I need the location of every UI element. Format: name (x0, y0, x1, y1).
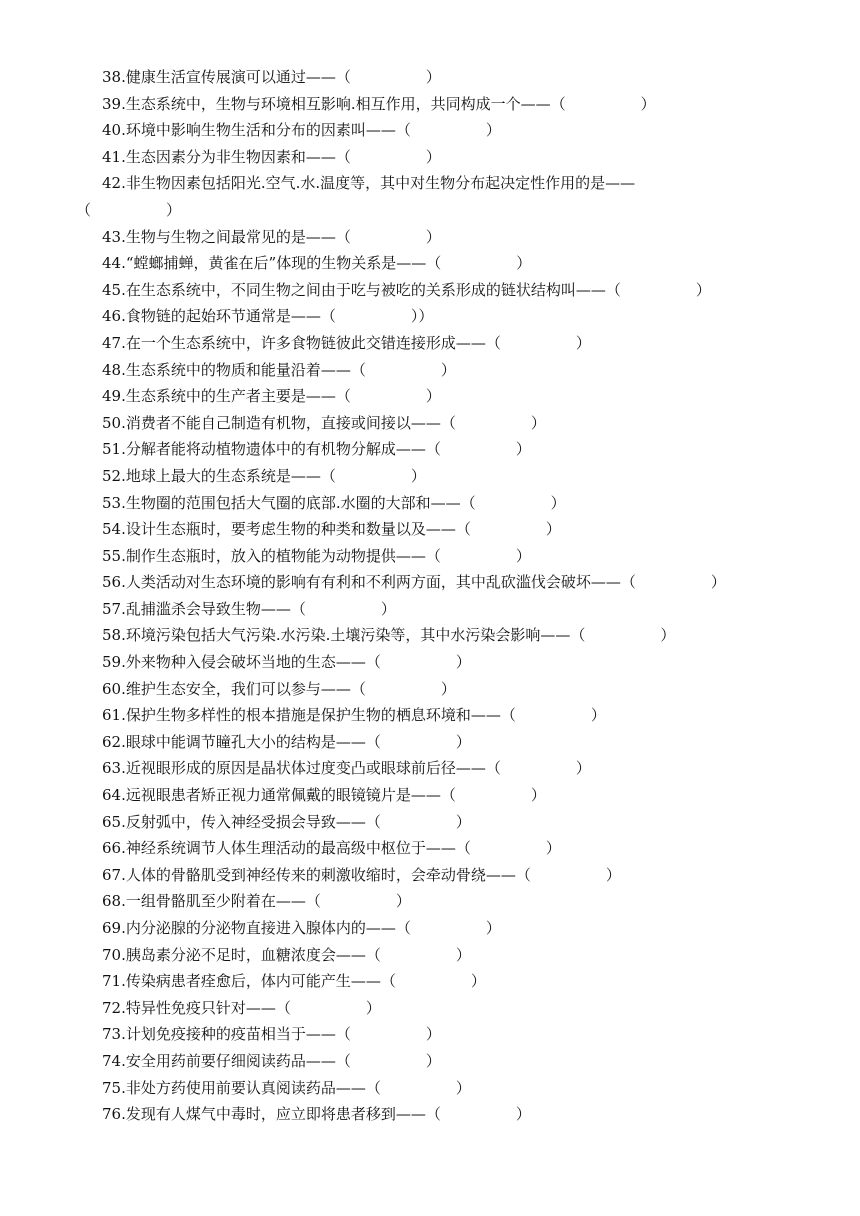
question-line: 57.乱捕滥杀会导致生物——（ ） (102, 599, 396, 618)
question-line: 60.维护生态安全，我们可以参与——（ ） (102, 679, 456, 698)
question-line: 59.外来物种入侵会破坏当地的生态——（ ） (102, 653, 471, 672)
question-line: 68.一组骨骼肌至少附着在——（ ） (102, 892, 411, 911)
question-line-continuation: （ ） (76, 200, 182, 219)
question-line: 66.神经系统调节人体生理活动的最高级中枢位于——（ ） (102, 839, 561, 858)
question-line: 56.人类活动对生态环境的影响有有利和不利两方面，其中乱砍滥伐会破坏——（ ） (102, 573, 726, 592)
question-line: 54.设计生态瓶时，要考虑生物的种类和数量以及——（ ） (102, 520, 561, 539)
question-line: 65.反射弧中，传入神经受损会导致——（ ） (102, 812, 471, 831)
question-line: 40.环境中影响生物生活和分布的因素叫——（ ） (102, 121, 501, 140)
question-line: 62.眼球中能调节瞳孔大小的结构是——（ ） (102, 732, 471, 751)
question-line: 71.传染病患者痊愈后，体内可能产生——（ ） (102, 972, 486, 991)
question-line: 44.“螳螂捕蝉，黄雀在后”体现的生物关系是——（ ） (102, 254, 532, 273)
question-line: 48.生态系统中的物质和能量沿着——（ ） (102, 360, 456, 379)
question-line: 67.人体的骨骼肌受到神经传来的刺激收缩时，会牵动骨绕——（ ） (102, 865, 621, 884)
question-line: 43.生物与生物之间最常见的是——（ ） (102, 227, 441, 246)
question-line: 63.近视眼形成的原因是晶状体过度变凸或眼球前后径——（ ） (102, 759, 591, 778)
question-line: 46.食物链的起始环节通常是——（ ）） (102, 307, 434, 326)
question-line: 42.非生物因素包括阳光.空气.水.温度等，其中对生物分布起决定性作用的是—— (102, 174, 636, 193)
question-line: 75.非处方药使用前要认真阅读药品——（ ） (102, 1078, 471, 1097)
question-line: 47.在一个生态系统中，许多食物链彼此交错连接形成——（ ） (102, 333, 591, 352)
question-line: 45.在生态系统中，不同生物之间由于吃与被吃的关系形成的链状结构叫——（ ） (102, 280, 711, 299)
question-line: 52.地球上最大的生态系统是——（ ） (102, 466, 426, 485)
question-line: 72.特异性免疫只针对——（ ） (102, 998, 381, 1017)
worksheet-page (0, 64, 860, 1128)
question-line: 64.远视眼患者矫正视力通常佩戴的眼镜镜片是——（ ） (102, 786, 546, 805)
question-line: 49.生态系统中的生产者主要是——（ ） (102, 387, 441, 406)
question-line: 50.消费者不能自己制造有机物，直接或间接以——（ ） (102, 413, 546, 432)
question-line: 70.胰岛素分泌不足时，血糖浓度会——（ ） (102, 945, 471, 964)
question-line: 74.安全用药前要仔细阅读药品——（ ） (102, 1051, 441, 1070)
question-line: 41.生态因素分为非生物因素和——（ ） (102, 147, 441, 166)
question-line: 39.生态系统中，生物与环境相互影响.相互作用，共同构成一个——（ ） (102, 94, 656, 113)
question-line: 58.环境污染包括大气污染.水污染.土壤污染等，其中水污染会影响——（ ） (102, 626, 676, 645)
question-line: 53.生物圈的范围包括大气圈的底部.水圈的大部和——（ ） (102, 493, 566, 512)
question-line: 61.保护生物多样性的根本措施是保护生物的栖息环境和——（ ） (102, 706, 606, 725)
question-line: 69.内分泌腺的分泌物直接进入腺体内的——（ ） (102, 919, 501, 937)
question-line: 51.分解者能将动植物遗体中的有机物分解成——（ ） (102, 440, 531, 459)
question-list (0, 64, 860, 1128)
question-line: 76.发现有人煤气中毒时，应立即将患者移到——（ ） (102, 1105, 531, 1124)
question-line: 38.健康生活宣传展演可以通过——（ ） (102, 68, 441, 86)
question-line: 73.计划免疫接种的疫苗相当于——（ ） (102, 1025, 441, 1044)
question-line: 55.制作生态瓶时，放入的植物能为动物提供——（ ） (102, 546, 531, 565)
